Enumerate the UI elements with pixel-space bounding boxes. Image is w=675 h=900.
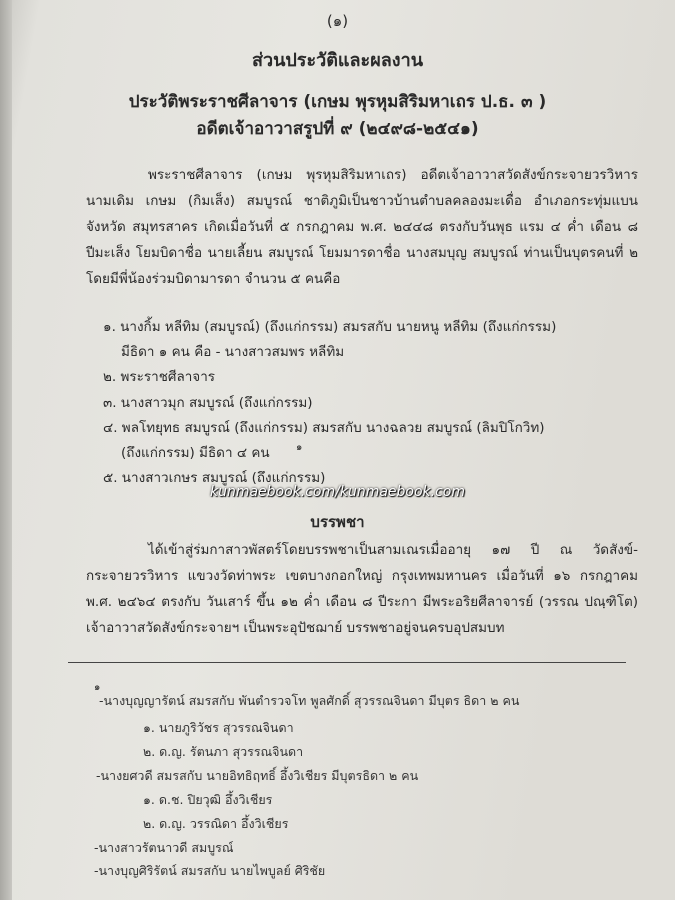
sibling-item: ๔. พลโทยุทธ สมบูรณ์ (ถึงแก่กรรม) สมรสกับ นางฉลวย สมบูรณ์ (ลิมปิโกวิท) — [103, 420, 545, 436]
intro-line: พระราชศีลาจาร (เกษม พุรหุมสิริมหาเถร) อดีตเจ้าอาวาสวัดสังข์กระจายวรวิหาร — [148, 167, 638, 183]
intro-line: โดยมีพี่น้องร่วมบิดามารดา จำนวน ๕ คนคือ — [86, 271, 341, 287]
footnote-line: -นางยศวดี สมรสกับ นายอิทธิฤทธิ์ อึ้งวิเชียร มีบุตรธิดา ๒ คน — [96, 768, 419, 783]
footnote-line: -นางสาวรัตนาวดี สมบูรณ์ — [94, 840, 234, 855]
ordination-line: ได้เข้าสู่ร่มกาสาวพัสตร์โดยบรรพชาเป็นสามเณรเมื่ออายุ ๑๗ ปี ณ วัดสังข์- — [148, 542, 638, 558]
sibling-item: ๕. นางสาวเกษร สมบูรณ์ (ถึงแก่กรรม) — [103, 470, 326, 486]
footnote-line: ๒. ด.ญ. วรรณิดา อึ้งวิเชียร — [143, 816, 289, 831]
section-title: ส่วนประวัติและผลงาน — [251, 50, 424, 71]
footnote-line: ๑. นายภูริวัชร สุวรรณจินดา — [143, 720, 294, 735]
sibling-item: ๓. นางสาวมุก สมบูรณ์ (ถึงแก่กรรม) — [103, 395, 313, 411]
footnote-line: -นางบุญญารัตน์ สมรสกับ พันตำรวจโท พูลศักดิ์ สุวรรณจินดา มีบุตร ธิดา ๒ คน — [99, 693, 520, 708]
footnote-number: ๑ — [94, 682, 101, 693]
footnote-divider — [68, 662, 626, 663]
watermark: kunmaebook.com/kunmaebook.com — [209, 484, 466, 500]
ordination-line: พ.ศ. ๒๔๖๔ ตรงกับ วันเสาร์ ขึ้น ๑๒ ค่ำ เดือน ๘ ปีระกา มีพระอริยศีลาจารย์ (วรรณ ปณฺฑิโต) — [86, 594, 638, 610]
ordination-line: เจ้าอาวาสวัดสังข์กระจายฯ เป็นพระอุปัชฌาย์ บรรพชาอยู่จนครบอุปสมบท — [86, 620, 505, 636]
sibling-item: ๑. นางกิ้ม หลีทิม (สมบูรณ์) (ถึงแก่กรรม) สมรสกับ นายหนู หลีทิม (ถึงแก่กรรม) — [103, 319, 557, 335]
heading-line-2: อดีตเจ้าอาวาสรูปที่ ๙ (๒๔๙๘-๒๕๔๑) — [196, 119, 479, 139]
footnote-line: ๒. ด.ญ. รัตนภา สุวรรณจินดา — [143, 744, 304, 759]
intro-line: จังหวัด สมุทรสาคร เกิดเมื่อวันที่ ๕ กรกฎาคม พ.ศ. ๒๔๔๘ ตรงกับวันพุธ แรม ๔ ค่ำ เดือน ๘ — [86, 219, 638, 235]
footnote-line: -นางบุญศิริรัตน์ สมรสกับ นายไพบูลย์ ศิริชัย — [94, 863, 326, 878]
ordination-title: บรรพชา — [310, 513, 365, 531]
intro-line: ปีมะเส็ง โยมบิดาชื่อ นายเลี้ยน สมบูรณ์ โยมมารดาชื่อ นางสมบุญ สมบูรณ์ ท่านเป็นบุตรคนที่ ๒ — [86, 245, 638, 261]
page-number: (๑) — [326, 12, 349, 30]
sibling-item-continuation: (ถึงแก่กรรม) มีธิดา ๔ คน — [121, 445, 270, 461]
footnote-marker: ๑ — [296, 442, 303, 453]
sibling-item-continuation: มีธิดา ๑ คน คือ - นางสาวสมพร หลีทิม — [121, 344, 345, 360]
intro-line: นามเดิม เกษม (กิมเส็ง) สมบูรณ์ ชาติภูมิเป็นชาวบ้านตำบลคลองมะเดื่อ อำเภอกระทุ่มแบน — [86, 193, 638, 209]
footnote-line: ๑. ด.ช. ปิยวุฒิ อึ้งวิเชียร — [143, 792, 273, 807]
heading-line-1: ประวัติพระราชศีลาจาร (เกษม พุรหุมสิริมหาเถร ป.ธ. ๓ ) — [128, 92, 547, 112]
sibling-item: ๒. พระราชศีลาจาร — [103, 369, 216, 385]
ordination-line: กระจายวรวิหาร แขวงวัดท่าพระ เขตบางกอกใหญ่ กรุงเทพมหานคร เมื่อวันที่ ๑๖ กรกฎาคม — [86, 568, 638, 584]
